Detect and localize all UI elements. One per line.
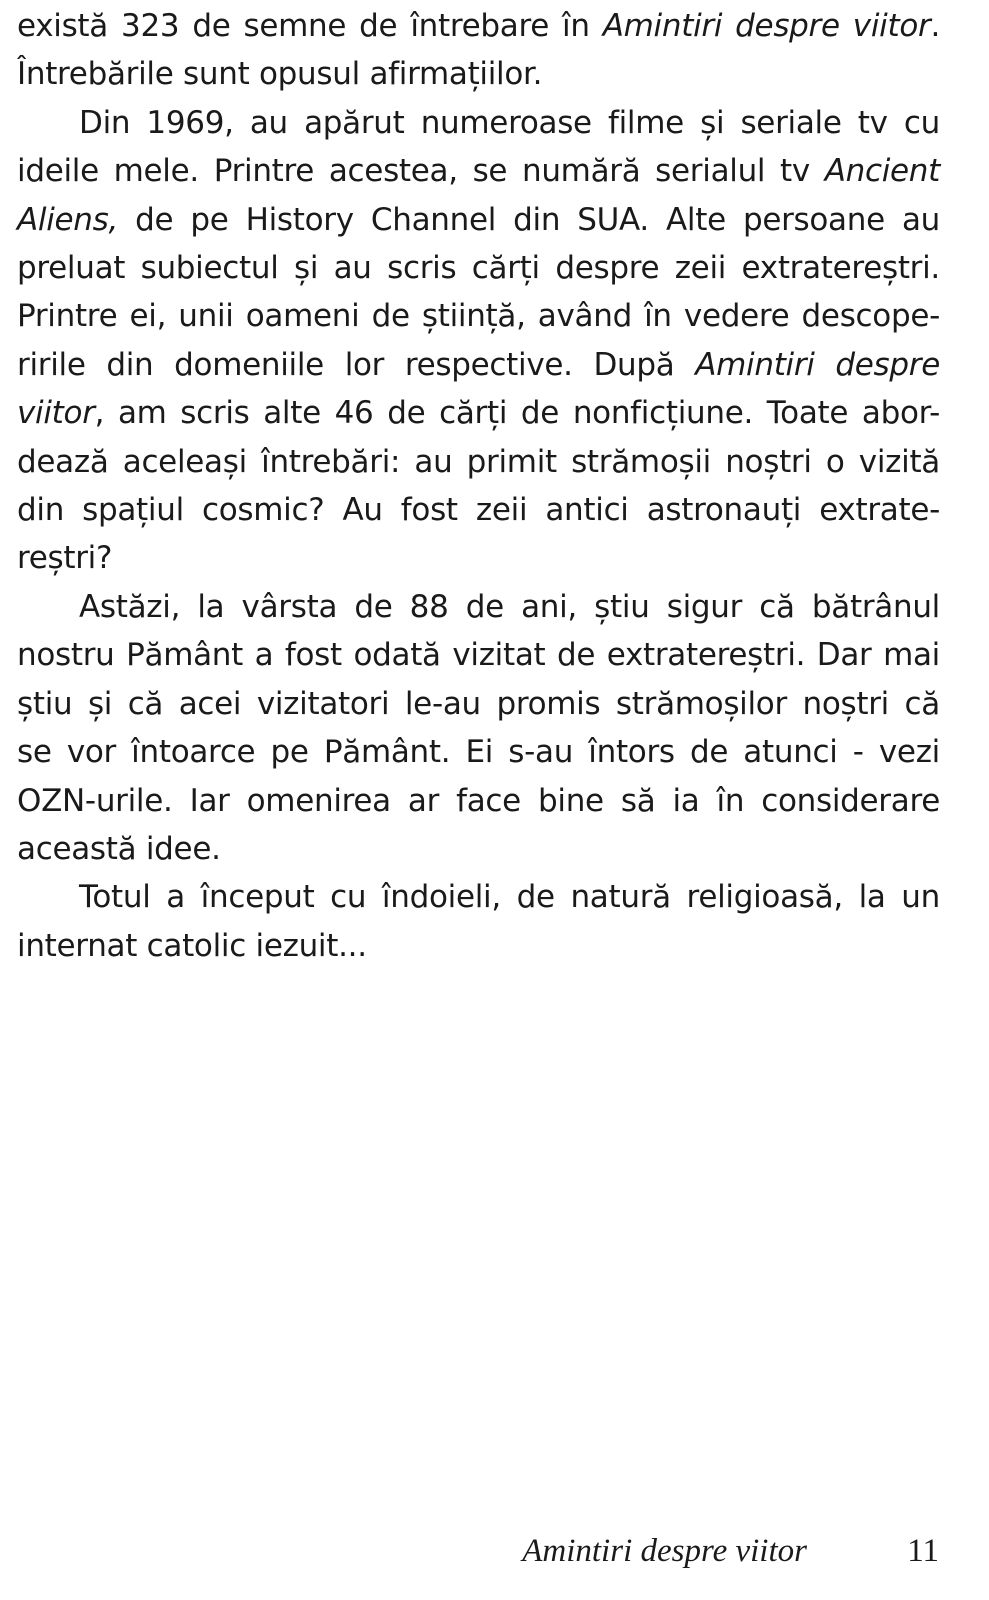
text-line [17, 583, 940, 631]
text-segment: Printre ei, unii oameni de știință, având în vedere descope- [17, 298, 940, 335]
text-line [17, 631, 940, 679]
paragraph [17, 2, 940, 99]
text-segment: știu și că acei vizitatori le-au promis strămoșilor noștri că [17, 685, 940, 722]
text-segment: nostru Pământ a fost odată vizitat de extratereștri. Dar mai [17, 637, 940, 674]
running-title: Amintiri despre viitor [522, 1533, 807, 1569]
text-line [17, 534, 940, 582]
text-segment: OZN-urile. Iar omenirea ar face bine să ia în considerare [17, 782, 940, 819]
text-line [17, 244, 940, 292]
paragraph [17, 873, 940, 970]
paragraph [17, 99, 940, 583]
text-line [17, 99, 940, 147]
text-segment: Astăzi, la vârsta de 88 de ani, știu sigur că bătrânul [79, 588, 940, 625]
paragraph [17, 583, 940, 873]
text-line [17, 50, 940, 98]
text-line [17, 147, 940, 195]
text-segment: Întrebările sunt opusul afirmațiilor. [17, 56, 543, 93]
italic-title-text: Amintiri despre viitor [602, 8, 931, 44]
page-footer [0, 1533, 989, 1583]
text-line [17, 873, 940, 921]
text-line [17, 196, 940, 244]
text-segment: preluat subiectul și au scris cărți despre zeii extratereștri. [17, 250, 940, 287]
text-segment: dează aceleași întrebări: au primit strămoșii noștri o vizită [17, 443, 940, 480]
text-segment: , am scris alte 46 de cărți de nonficțiune. Toate abor- [94, 395, 940, 432]
text-segment: se vor întoarce pe Pământ. Ei s-au întors de atunci - vezi [17, 734, 940, 771]
text-line [17, 389, 940, 437]
italic-title-text: Amintiri despre [695, 346, 940, 383]
italic-title-text: viitor [17, 395, 95, 432]
text-segment: internat catolic iezuit... [17, 927, 367, 964]
text-line [17, 825, 940, 873]
text-line [17, 292, 940, 340]
text-segment: din spațiul cosmic? Au fost zeii antici astronauți extrate- [17, 492, 940, 529]
text-line [17, 486, 940, 534]
text-segment: ideile mele. Printre acestea, se numără serialul tv [17, 153, 825, 190]
text-line [17, 777, 940, 825]
text-line [17, 341, 940, 389]
text-segment: . [930, 8, 940, 44]
text-segment: Totul a început cu îndoieli, de natură religioasă, la un [79, 879, 940, 916]
text-line [17, 2, 940, 50]
text-segment: Din 1969, au apărut numeroase filme și seriale tv cu [79, 104, 940, 141]
text-segment: de pe History Channel din SUA. Alte persoane au [118, 201, 940, 238]
text-line [17, 438, 940, 486]
text-segment: această idee. [17, 830, 221, 867]
text-line [17, 680, 940, 728]
text-segment: ririle din domeniile lor respective. După [17, 346, 696, 383]
page-body [17, 2, 940, 970]
text-segment: există 323 de semne de întrebare în [17, 8, 603, 44]
text-line [17, 922, 940, 970]
italic-title-text: Ancient [824, 153, 940, 190]
page-number: 11 [907, 1533, 939, 1569]
text-line [17, 728, 940, 776]
italic-title-text: Aliens, [17, 201, 119, 238]
text-segment: reștri? [17, 540, 113, 577]
